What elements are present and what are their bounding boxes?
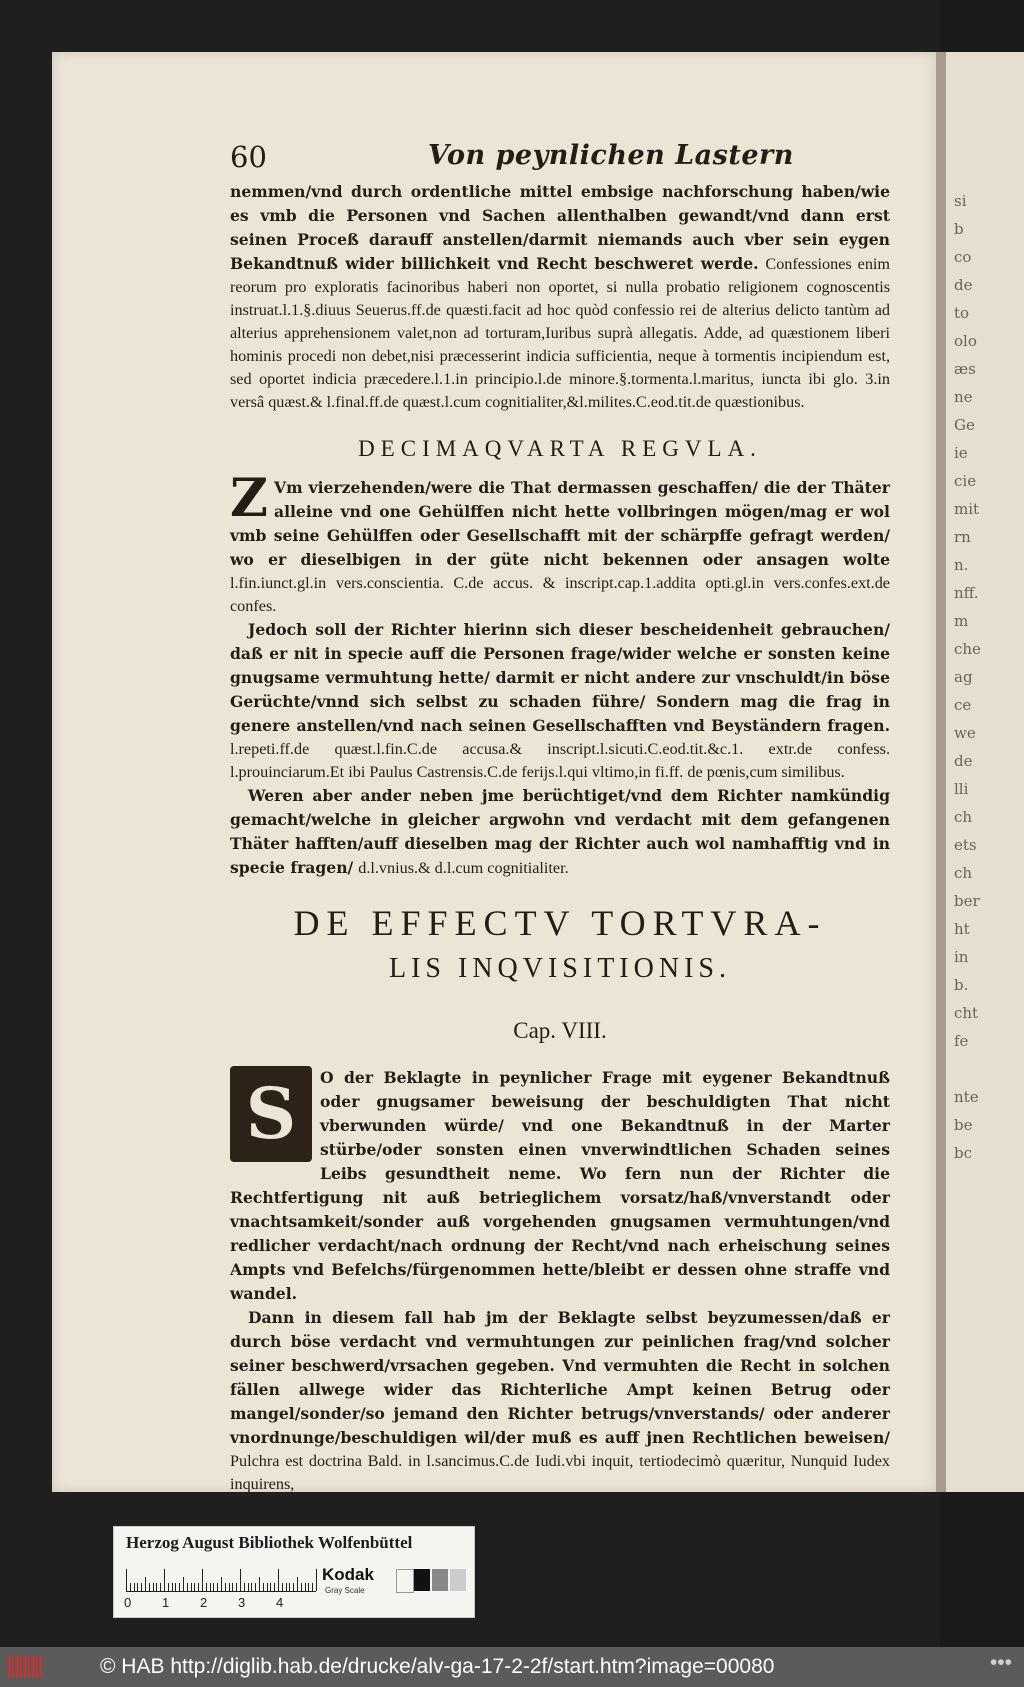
rule-heading: DECIMAQVARTA REGVLA. xyxy=(358,436,762,461)
adjacent-page-fragment: n. xyxy=(954,556,969,574)
adjacent-page-fragment: ch xyxy=(954,808,973,826)
adjacent-page-fragment: ie xyxy=(954,444,968,462)
page-header xyxy=(230,140,890,180)
ruler-number: 0 xyxy=(124,1595,132,1610)
ruler-tick xyxy=(156,1583,157,1591)
ruler-tick xyxy=(225,1583,226,1591)
adjacent-page-fragment: olo xyxy=(954,332,977,350)
adjacent-page-fragment: co xyxy=(954,248,972,266)
fraktur-text: O der Beklagte in peynlicher Frage mit eygener Bekandtnuß oder gnugsamer beweisung der beschuldigten That nicht vberwunden würde/ vnd one Bekandtnuß in der Marter stürbe/oder sonsten einen vnverwindtlichen Schaden seines Leibs gesundtheit neme. Wo fern nun der Richter die Rechtfertigung nit auß betrieglichem vorsatz/haß/vnverstandt oder vnachtsamkeit/sonder auß vorgehenden gnugsamen vermuhtungen/vnd redlicher verdacht/nach ordnung der Recht/vnd nach erheischung seines Ampts vnd Befelchs/fürgenommen hette/bleibt er dessen ohne straffe vnd wandel. xyxy=(230,1068,890,1303)
ruler-tick xyxy=(183,1577,184,1591)
adjacent-page-fragment: b xyxy=(954,220,964,238)
gray-swatch-black xyxy=(414,1569,430,1591)
adjacent-page-fragment: in xyxy=(954,948,969,966)
adjacent-page-fragment: be xyxy=(954,1116,973,1134)
ruler-tick xyxy=(236,1583,237,1591)
ruler-tick xyxy=(232,1583,233,1591)
catchword: de hoc xyxy=(847,1498,890,1515)
page-gutter xyxy=(936,52,946,1492)
adjacent-page-fragment: bc xyxy=(954,1144,973,1162)
viewer-footer xyxy=(0,1647,1024,1687)
page-number: 60 xyxy=(230,140,267,174)
ruler-number: 1 xyxy=(162,1595,170,1610)
ruler-tick xyxy=(308,1583,309,1591)
ruler-tick xyxy=(221,1577,222,1591)
latin-text: Confessiones enim reorum pro exploratis facinoribus haberi non oportet, si nulla probatio religionem cognoscentis instruat.l.1.§.diuus Seuerus.ff.de quæsti.facit ad hoc quòd confessio rei de alterius delicto tantùm ad alterius apprehensionem valet,non ad torturam,Iuribus suprà allegatis. Adde, ad quæstionem liberi hominis procedi non debet,nisi præcesserint indicia sufficientia, neque à tormentis incipiendum est, sed oportet indicia præcedere.l.1.in principio.l.de minore.§.tormenta.l.maritus, iuncta ibi glo. 3.in versâ quæst.& l.final.ff.de quæst.l.cum cognitialiter,&l.milites.C.eod.tit.de quæstionibus. xyxy=(230,255,890,411)
adjacent-page-fragment: nff. xyxy=(954,584,979,602)
fraktur-text: Dann in diesem fall hab jm der Beklagte selbst beyzumessen/daß er durch böse verdacht vnd vermuhtungen zur peinlichen frag/vnd solcher seiner beschwerd/vrsachen gegeben. Vnd vermuhten die Recht in solchen fällen allwege wider das Richterliche Ampt keinen Betrug oder mangel/sonder/so jemand den Richter betrugs/vnverstands/ oder anderer vnordnunge/beschuldigen wil/der muß es auff jnen Rechtlichen beweisen/ xyxy=(230,1308,890,1447)
adjacent-page-fragment: de xyxy=(954,752,973,770)
hab-logo-icon xyxy=(8,1656,42,1678)
ruler-tick xyxy=(206,1583,207,1591)
ruler-number: 3 xyxy=(238,1595,246,1610)
adjacent-page xyxy=(946,52,1024,1492)
paragraph xyxy=(230,1306,890,1496)
ruler-tick xyxy=(305,1583,306,1591)
ruler-tick xyxy=(286,1583,287,1591)
paragraph xyxy=(230,468,890,618)
ruler-tick xyxy=(175,1583,176,1591)
adjacent-page-fragment: Ge xyxy=(954,416,975,434)
ruler-tick xyxy=(213,1583,214,1591)
ruler-tick xyxy=(229,1583,230,1591)
ruler-tick xyxy=(194,1583,195,1591)
adjacent-page-fragment: ber xyxy=(954,892,980,910)
chapter-title-line1: DE EFFECTV TORTVRA- xyxy=(293,903,827,943)
ruler-tick xyxy=(297,1577,298,1591)
adjacent-page-fragment: m xyxy=(954,612,969,630)
kodak-subtitle: Gray Scale xyxy=(325,1586,365,1595)
decorated-initial: Z xyxy=(230,468,268,529)
adjacent-page-fragment: si xyxy=(954,192,967,210)
latin-citation: l.repeti.ff.de quæst.l.fin.C.de accusa.& inscript.l.sicuti.C.eod.tit.&c.1. extr.de confess. l.prouinciarum.Et ibi Paulus Castrensis.C.de ferijs.l.qui vltimo,in fi.ff. de pœnis,cum similibus. xyxy=(230,740,890,781)
adjacent-page-fragment: de xyxy=(954,276,973,294)
running-title: Von peynlichen Lastern xyxy=(428,140,794,171)
adjacent-page-fragment: ag xyxy=(954,668,973,686)
ruler-tick xyxy=(217,1583,218,1591)
ruler-tick xyxy=(187,1583,188,1591)
ruler-tick xyxy=(149,1583,150,1591)
adjacent-page-fragment: ne xyxy=(954,388,973,406)
adjacent-page-fragment: ets xyxy=(954,836,977,854)
adjacent-page-fragment: cht xyxy=(954,1004,979,1022)
chapter-number: Cap. VIII. xyxy=(513,1018,607,1043)
ruler-tick xyxy=(191,1583,192,1591)
adjacent-page-fragment: mit xyxy=(954,500,980,518)
fraktur-text: Weren aber ander neben jme berüchtiget/vnd dem Richter namkündig gemacht/welche in gleicher argwohn vnd verdacht mit dem gefangenen Thäter hafften/auff dieselben mag der Richter auch wol namhafftig vnd in specie fragen/ xyxy=(230,786,890,877)
adjacent-page-fragment: ht xyxy=(954,920,970,938)
adjacent-page-fragment: che xyxy=(954,640,981,658)
ruler-tick xyxy=(145,1577,146,1591)
ruler-tick xyxy=(210,1583,211,1591)
ruler-tick xyxy=(137,1583,138,1591)
measurement-ruler xyxy=(126,1567,316,1592)
adjacent-page-fragment: æs xyxy=(954,360,976,378)
ruler-tick xyxy=(248,1583,249,1591)
source-url[interactable]: © HAB http://diglib.hab.de/drucke/alv-ga-17-2-2f/start.htm?image=00080 xyxy=(100,1655,775,1678)
ruler-tick xyxy=(179,1583,180,1591)
gray-swatch-mid xyxy=(432,1569,448,1591)
fraktur-text: nemmen/vnd durch ordentliche mittel embsige nachforschung haben/wie es vmb die Personen vnd Sachen allenthalben gewandt/vnd dann erst seinen Proceß darauff anstellen/darmit niemands auch vber sein eygen Bekandtnuß wider billichkeit vnd Recht beschweret werde. xyxy=(230,182,890,273)
ruler-tick xyxy=(153,1583,154,1591)
ruler-tick xyxy=(202,1569,203,1591)
adjacent-page-fragment: fe xyxy=(954,1032,969,1050)
paragraph xyxy=(230,1066,890,1306)
ruler-tick xyxy=(126,1569,127,1591)
ruler-tick xyxy=(267,1583,268,1591)
ruler-tick xyxy=(172,1583,173,1591)
library-label-card xyxy=(113,1526,475,1618)
ruler-tick xyxy=(251,1583,252,1591)
fraktur-text: Jedoch soll der Richter hierinn sich dieser bescheidenheit gebrauchen/ daß er nit in specie auff die Personen frage/wider welche er sonsten keine gnugsame vermuhtung hette/ darmit er nicht andere zur vnschuldt/in böse Gerüchte/vnnd sich selbst zu schaden führe/ Sondern mag die frag in genere anstellen/vnd nach seinen Gesellschafften vnd Beyständern fragen. xyxy=(230,620,890,735)
ruler-tick xyxy=(130,1583,131,1591)
paragraph xyxy=(230,180,890,414)
latin-citation: Pulchra est doctrina Bald. in l.sancimus.C.de Iudi.vbi inquit, tertiodecimò quæritur, Nunquid Iudex inquirens, xyxy=(230,1452,890,1493)
adjacent-page-fragment: cie xyxy=(954,472,977,490)
gray-swatch-light xyxy=(450,1569,466,1591)
ruler-tick xyxy=(240,1569,241,1591)
latin-citation: d.l.vnius.& d.l.cum cognitialiter. xyxy=(358,859,569,877)
ruler-tick xyxy=(168,1583,169,1591)
adjacent-page-fragment: b. xyxy=(954,976,969,994)
paragraph xyxy=(230,784,890,880)
page-content xyxy=(230,140,890,1516)
ruler-tick xyxy=(312,1583,313,1591)
adjacent-page-fragment: lli xyxy=(954,780,969,798)
ruler-number: 4 xyxy=(276,1595,284,1610)
adjacent-page-fragment: ce xyxy=(954,696,972,714)
library-name: Herzog August Bibliothek Wolfenbüttel xyxy=(126,1533,413,1552)
ruler-tick xyxy=(244,1583,245,1591)
ruler-tick xyxy=(263,1583,264,1591)
ornamental-initial: S xyxy=(230,1066,312,1162)
ruler-tick xyxy=(259,1577,260,1591)
adjacent-page-fragment: nte xyxy=(954,1088,979,1106)
ruler-number: 2 xyxy=(200,1595,208,1610)
ruler-tick xyxy=(282,1583,283,1591)
kodak-logo: Kodak xyxy=(322,1565,374,1584)
latin-citation: l.fin.iunct.gl.in vers.conscientia. C.de accus. & inscript.cap.1.addita opti.gl.in vers.confes.ext.de confes. xyxy=(230,574,890,615)
adjacent-page-fragment: rn xyxy=(954,528,971,546)
ruler-tick xyxy=(141,1583,142,1591)
ruler-tick xyxy=(316,1569,317,1591)
fraktur-text: Vm vierzehenden/were die That dermassen geschaffen/ die der Thäter alleine vnd one Gehülffen nicht hette vollbringen mögen/mag er wol vmb seine Gehülffen oder Gesellschafft mit der schärpffe gefragt werden/ wo er dieselbigen in der güte nicht bekennen oder ansagen wolte xyxy=(230,478,890,569)
ruler-tick xyxy=(274,1583,275,1591)
adjacent-page-fragment: to xyxy=(954,304,970,322)
ruler-tick xyxy=(270,1583,271,1591)
ruler-tick xyxy=(293,1583,294,1591)
more-dots-icon[interactable]: ••• xyxy=(989,1651,1012,1674)
ruler-tick xyxy=(160,1583,161,1591)
ruler-tick xyxy=(198,1583,199,1591)
ruler-tick xyxy=(134,1583,135,1591)
gray-swatch-white xyxy=(396,1569,414,1593)
ruler-tick xyxy=(278,1569,279,1591)
chapter-title-line2: LIS INQVISITIONIS. xyxy=(389,953,731,984)
adjacent-page-fragment: ch xyxy=(954,864,973,882)
chapter-title xyxy=(230,902,890,990)
paragraph xyxy=(230,618,890,784)
ruler-tick xyxy=(301,1583,302,1591)
ruler-tick xyxy=(255,1583,256,1591)
ruler-tick xyxy=(289,1583,290,1591)
ruler-tick xyxy=(164,1569,165,1591)
adjacent-page-fragment: we xyxy=(954,724,976,742)
